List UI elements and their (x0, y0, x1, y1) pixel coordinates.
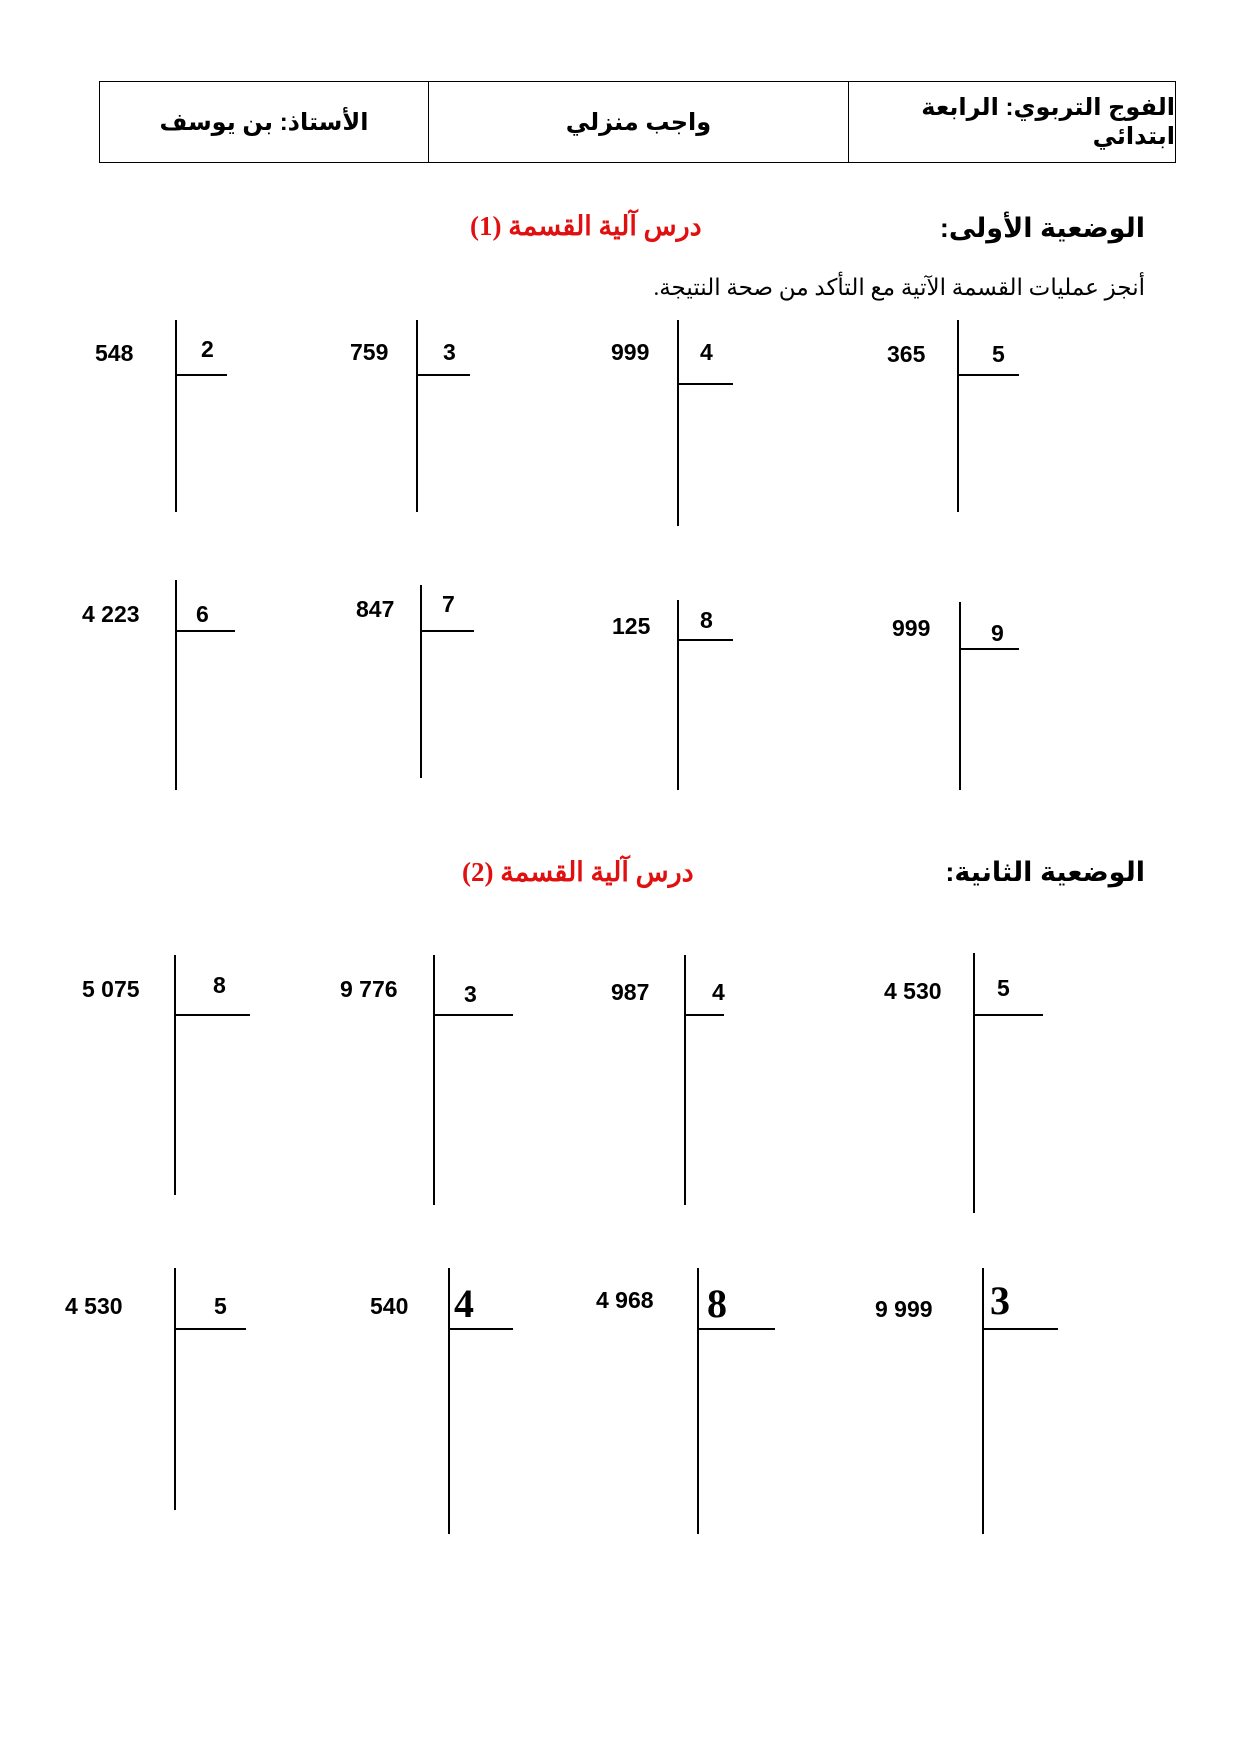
division-vertical-line (677, 600, 679, 790)
division-vertical-line (448, 1268, 450, 1534)
division-vertical-line (174, 1268, 176, 1510)
dividend: 4 530 (884, 978, 942, 1004)
division-vertical-line (973, 953, 975, 1213)
divisor: 3 (990, 1278, 1010, 1323)
division-horizontal-line (959, 374, 1019, 376)
dividend: 4 530 (65, 1293, 123, 1319)
dividend: 759 (350, 339, 389, 365)
teacher-name: الأستاذ: بن يوسف (100, 82, 429, 162)
assignment-title: واجب منزلي (429, 82, 849, 162)
divisor: 7 (442, 591, 455, 617)
division-horizontal-line (174, 1014, 250, 1016)
division-horizontal-line (175, 630, 235, 632)
division-horizontal-line (677, 639, 733, 641)
dividend: 548 (95, 340, 134, 366)
dividend: 9 999 (875, 1296, 933, 1322)
divisor: 8 (213, 972, 226, 998)
division-horizontal-line (697, 1328, 775, 1330)
divisor: 6 (196, 601, 209, 627)
dividend: 540 (370, 1293, 409, 1319)
division-vertical-line (420, 585, 422, 778)
division-vertical-line (684, 955, 686, 1205)
division-vertical-line (697, 1268, 699, 1534)
division-vertical-line (957, 320, 959, 512)
division-vertical-line (175, 580, 177, 790)
division-vertical-line (677, 320, 679, 526)
divisor: 4 (454, 1281, 474, 1326)
class-group: الفوج التربوي: الرابعة ابتدائي (921, 94, 1175, 150)
divisor: 3 (464, 981, 477, 1007)
situation-1-title: الوضعية الأولى: (939, 213, 1145, 243)
division-horizontal-line (982, 1328, 1058, 1330)
division-horizontal-line (973, 1014, 1043, 1016)
divisor: 8 (707, 1281, 727, 1326)
dividend: 4 223 (82, 601, 140, 627)
divisor: 4 (700, 339, 713, 365)
divisor: 5 (214, 1293, 227, 1319)
divisor: 8 (700, 607, 713, 633)
division-vertical-line (175, 320, 177, 512)
division-horizontal-line (448, 1328, 513, 1330)
division-vertical-line (433, 955, 435, 1205)
divisor: 5 (992, 341, 1005, 367)
dividend: 5 075 (82, 976, 140, 1002)
division-vertical-line (174, 955, 176, 1195)
division-vertical-line (982, 1268, 984, 1534)
divisor: 4 (712, 979, 725, 1005)
dividend: 4 968 (596, 1287, 654, 1313)
situation-2-lesson: درس آلية القسمة (2) (462, 857, 694, 887)
division-horizontal-line (174, 1328, 246, 1330)
division-vertical-line (959, 602, 961, 790)
division-horizontal-line (684, 1014, 724, 1016)
dividend: 999 (611, 339, 650, 365)
division-horizontal-line (677, 383, 733, 385)
division-horizontal-line (175, 374, 227, 376)
division-horizontal-line (433, 1014, 513, 1016)
divisor: 5 (997, 975, 1010, 1001)
divisor: 2 (201, 336, 214, 362)
dividend: 125 (612, 613, 651, 639)
division-vertical-line (416, 320, 418, 512)
header-table (99, 81, 1176, 163)
division-horizontal-line (416, 374, 470, 376)
dividend: 9 776 (340, 976, 398, 1002)
situation-1-instruction: أنجز عمليات القسمة الآتية مع التأكد من صحة النتيجة. (653, 275, 1145, 300)
division-horizontal-line (959, 648, 1019, 650)
division-horizontal-line (420, 630, 474, 632)
divisor: 9 (991, 620, 1004, 646)
divisor: 3 (443, 339, 456, 365)
situation-2-title: الوضعية الثانية: (945, 857, 1145, 887)
dividend: 999 (892, 615, 931, 641)
dividend: 847 (356, 596, 395, 622)
situation-1-lesson: درس آلية القسمة (1) (470, 211, 702, 241)
dividend: 365 (887, 341, 926, 367)
dividend: 987 (611, 979, 650, 1005)
